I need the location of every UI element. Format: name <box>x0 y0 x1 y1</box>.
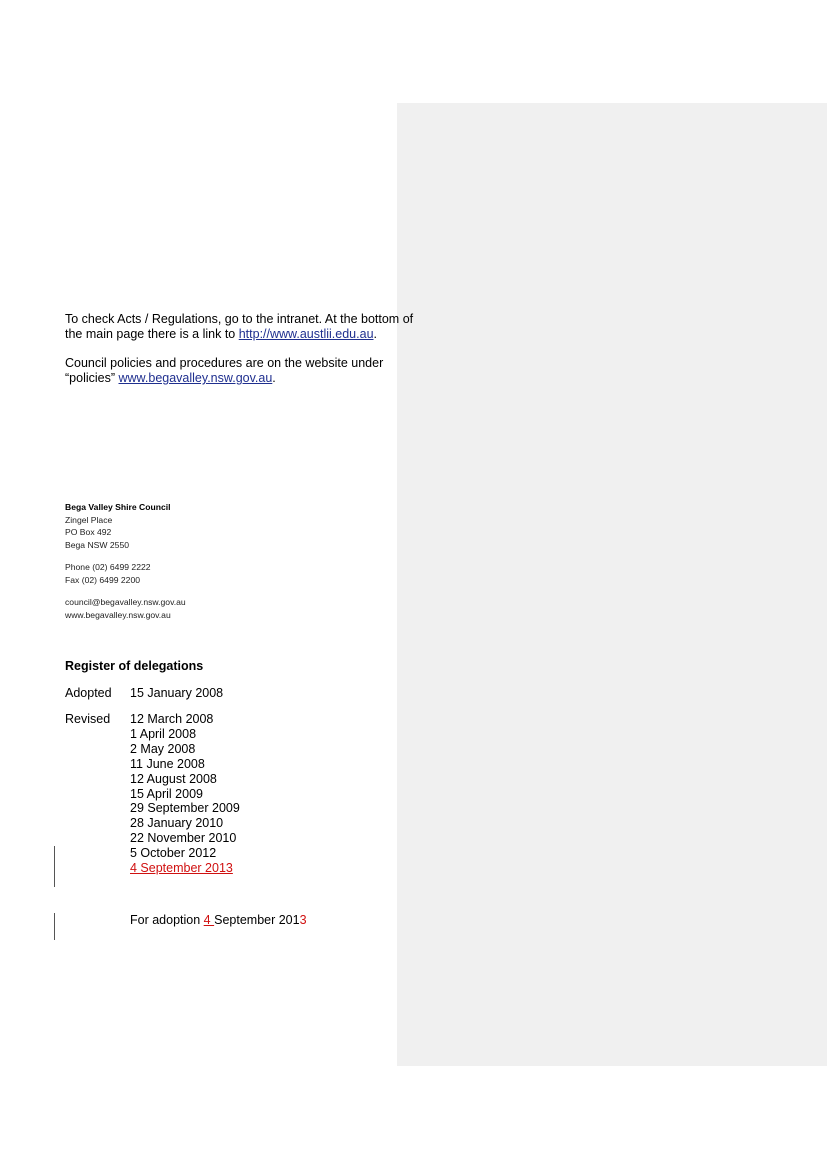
policies-end: . <box>272 371 276 385</box>
revised-date: 22 November 2010 <box>130 831 237 846</box>
policies-paragraph <box>65 356 415 386</box>
austlii-link[interactable]: http://www.austlii.edu.au <box>238 327 374 341</box>
email: council@begavalley.nsw.gov.au <box>65 597 186 607</box>
revised-date: 29 September 2009 <box>130 801 240 816</box>
po-box: PO Box 492 <box>65 527 112 538</box>
revised-date: 1 April 2008 <box>130 726 197 741</box>
acts-text: To check Acts / Regulations, go to the intranet. At the bottom of the main page there is a link to <box>65 312 414 341</box>
council-website-link[interactable]: www.begavalley.nsw.gov.au <box>118 371 273 385</box>
policies-text: Council policies and procedures are on the website under “policies” <box>65 356 384 385</box>
revised-label: Revised <box>65 712 111 726</box>
change-bar <box>54 913 55 940</box>
for-adoption-month-year: September 201 <box>214 913 300 927</box>
adopted-date: 15 January 2008 <box>130 686 224 700</box>
council-online <box>65 596 186 621</box>
council-address <box>65 501 171 552</box>
revised-date: 5 October 2012 <box>130 846 217 861</box>
revised-date: 12 August 2008 <box>130 771 217 786</box>
for-adoption-line <box>130 913 307 927</box>
for-adoption-day: 4 <box>203 913 215 927</box>
acts-paragraph <box>65 312 415 342</box>
for-adoption-prefix: For adoption <box>130 913 204 927</box>
revised-date: 2 May 2008 <box>130 741 196 756</box>
fax: Fax (02) 6499 2200 <box>65 574 141 585</box>
revised-date: 28 January 2010 <box>130 816 224 831</box>
revised-date: 11 June 2008 <box>130 756 205 771</box>
acts-end: . <box>373 327 377 341</box>
adopted-label: Adopted <box>65 686 112 700</box>
website: www.begavalley.nsw.gov.au <box>65 609 171 620</box>
for-adoption-year-digit: 3 <box>299 913 307 927</box>
council-name: Bega Valley Shire Council <box>65 502 171 512</box>
comment-margin-panel <box>397 103 827 1066</box>
revised-date-added: 4 September 2013 <box>130 861 233 876</box>
council-contact <box>65 561 151 586</box>
phone: Phone (02) 6499 2222 <box>65 562 151 572</box>
street: Zingel Place <box>65 514 113 525</box>
register-title: Register of delegations <box>65 659 204 673</box>
revised-dates-list <box>130 712 240 876</box>
revised-date: 15 April 2009 <box>130 786 203 801</box>
town: Bega NSW 2550 <box>65 540 130 551</box>
revised-date: 12 March 2008 <box>130 712 214 726</box>
change-bar <box>54 846 55 887</box>
